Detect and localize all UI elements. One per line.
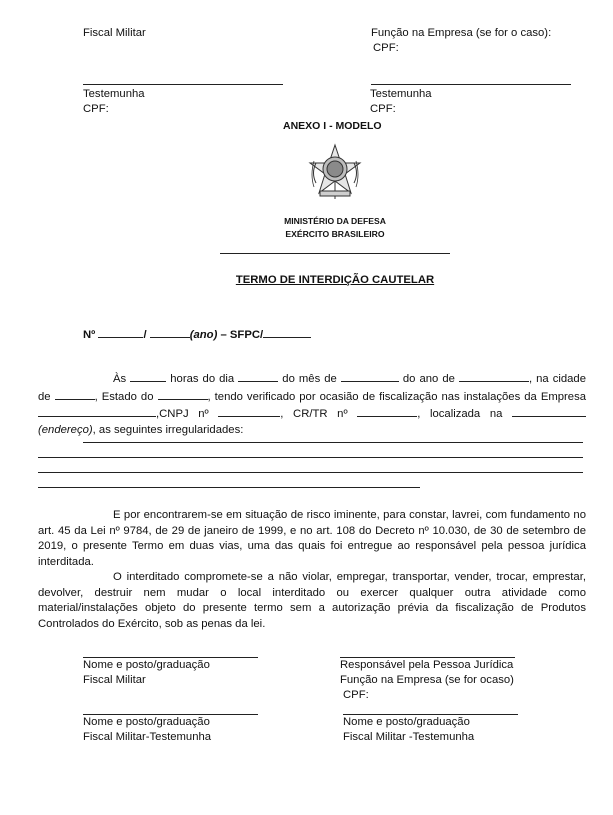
- irregularity-line-1: [83, 442, 583, 443]
- irregularity-line-3: [38, 472, 583, 473]
- top-cpf: CPF:: [373, 42, 399, 54]
- cpf-left: CPF:: [83, 103, 109, 115]
- cpf-right: CPF:: [370, 103, 396, 115]
- paragraph-legal-basis: E por encontrarem-se em situação de risco iminente, para constar, lavrei, com fundamento no art. 45 da Lei nº 9784, de 29 de janeiro de 1999, e no art. 108 do Decreto nº 10.030, de 30 de setembro de 2019, o presente Termo em duas vias, uma das quais foi entregue ao responsável pela pessoa jurídica interditada.: [38, 509, 586, 568]
- signature-line-responsavel: [340, 657, 515, 658]
- ministry-name: MINISTÉRIO DA DEFESA: [284, 216, 386, 226]
- number-ano: (ano): [189, 329, 218, 341]
- sig-right2-name: Nome e posto/graduação: [343, 716, 470, 728]
- document-title: TERMO DE INTERDIÇÃO CAUTELAR: [235, 274, 435, 286]
- testemunha-right: Testemunha: [370, 88, 432, 100]
- number-slash: /: [143, 329, 147, 341]
- term-number-line: [83, 326, 311, 341]
- irregularity-line-2: [38, 457, 583, 458]
- army-name: EXÉRCITO BRASILEIRO: [285, 229, 385, 239]
- top-fiscal-militar: Fiscal Militar: [83, 27, 146, 39]
- sig-left1-role: Fiscal Militar: [83, 674, 146, 686]
- signature-line-fiscal-testemunha-left: [83, 714, 258, 715]
- signature-line-testemunha-right: [371, 84, 571, 85]
- top-funcao-empresa: Função na Empresa (se for o caso):: [371, 27, 552, 39]
- irregularity-line-4: [38, 487, 420, 488]
- sig-right2-role: Fiscal Militar -Testemunha: [343, 731, 475, 743]
- paragraph-occurrence: Às horas do dia do mês de do ano de , na cidade de , Estado do , tendo verificado por ocasião de fiscalização nas instalações da Empresa ,CNPJ nº , CR/TR nº , localizada na (endereço), as seguintes irregularidades:: [38, 370, 586, 438]
- header-divider: [220, 253, 450, 254]
- signature-line-fiscal: [83, 657, 258, 658]
- signature-line-fiscal-testemunha-right: [343, 714, 518, 715]
- sig-left2-name: Nome e posto/graduação: [83, 716, 210, 728]
- sig-left2-role: Fiscal Militar-Testemunha: [83, 731, 212, 743]
- paragraph-commitment: O interditado compromete-se a não violar, empregar, transportar, vender, trocar, emprestar, devolver, destruir nem mudar o local interditado ou exercer qualquer outra atividade como material/instalações objeto do presente termo sem a autorização prévia da fiscalização de Produtos Controlados do Exército, sob as penas da lei.: [38, 571, 586, 630]
- annex-title: ANEXO I - MODELO: [283, 120, 382, 132]
- number-prefix: Nº: [83, 329, 96, 341]
- year-blank: [150, 326, 190, 338]
- sig-left1-name: Nome e posto/graduação: [83, 659, 210, 671]
- sfpc-blank: [263, 326, 311, 338]
- sig-right1-name: Responsável pela Pessoa Jurídica: [340, 659, 514, 671]
- sig-right1-cpf: CPF:: [343, 689, 369, 701]
- number-suffix: – SFPC/: [220, 329, 264, 341]
- sig-right1-role: Função na Empresa (se for ocaso): [340, 674, 514, 686]
- brasao-republica-icon: [306, 143, 364, 201]
- signature-line-testemunha-left: [83, 84, 283, 85]
- number-blank: [98, 326, 143, 338]
- testemunha-left: Testemunha: [83, 88, 145, 100]
